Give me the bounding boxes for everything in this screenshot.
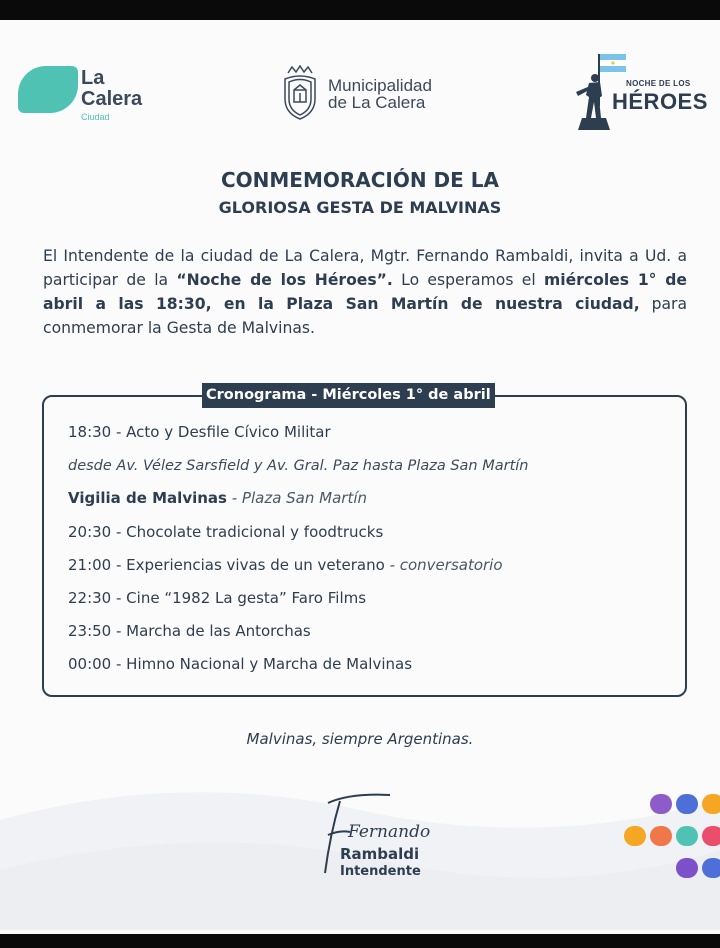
signature-script: Fernando: [348, 822, 431, 842]
schedule-item: [68, 588, 668, 621]
municipality-line2: de La Calera: [328, 93, 426, 112]
schedule-title: Cronograma - Miércoles 1° de abril: [202, 383, 495, 408]
schedule-list: [68, 422, 668, 688]
schedule-item-detail: - conversatorio: [384, 555, 503, 574]
schedule-item-main: Vigilia de Malvinas: [68, 489, 227, 508]
schedule-item-detail: - Plaza San Martín: [226, 489, 368, 508]
schedule-item-main: 00:00 - Himno Nacional y Marcha de Malvinas: [68, 655, 413, 674]
la-calera-logo-sub: Ciudad: [81, 112, 110, 122]
signer-role: Intendente: [340, 864, 421, 879]
la-calera-logo-name: La Calera: [81, 67, 143, 110]
noche-de-los-heroes-logo: [572, 34, 708, 134]
event-name: “Noche de los Héroes”.: [176, 271, 393, 289]
la-calera-logo-shape: [18, 66, 78, 113]
schedule-item: [68, 422, 668, 455]
page-title-line2: GLORIOSA GESTA DE MALVINAS: [218, 198, 502, 217]
schedule-item-main: 18:30 - Acto y Desfile Cívico Militar: [68, 423, 331, 441]
invitation-text: [43, 244, 687, 340]
municipal-seal-icon: [280, 65, 320, 121]
closing-text: Malvinas, siempre Argentinas.: [246, 730, 474, 748]
heroes-logo-big-text: HÉROES: [612, 89, 708, 114]
schedule-item-main: 23:50 - Marcha de las Antorchas: [68, 622, 311, 641]
schedule-item: [68, 555, 668, 588]
schedule-item: [68, 522, 668, 555]
schedule-item: [68, 455, 668, 488]
top-black-bar: [0, 0, 720, 20]
municipality-line1: Municipalidad: [328, 76, 432, 95]
heroes-logo-small-text: NOCHE DE LOS: [626, 79, 691, 88]
schedule-item: [68, 654, 668, 687]
schedule-item: [68, 621, 668, 654]
schedule-item-detail: desde Av. Vélez Sarsfield y Av. Gral. Paz hasta Plaza San Martín: [68, 458, 529, 475]
bottom-black-bar: [0, 934, 720, 948]
la-calera-logo: [18, 45, 168, 120]
schedule-item: [68, 488, 668, 521]
intro-part2: Lo esperamos el: [392, 271, 545, 289]
intro-part1: El Intendente de la ciudad de La Calera, Mgtr. Fernando Rambaldi, invita a Ud. a participar de la: [43, 247, 687, 289]
schedule-item-main: 21:00 - Experiencias vivas de un veterano: [68, 555, 385, 574]
intro-part3: para conmemorar la Gesta de Malvinas.: [43, 295, 687, 337]
signer-name: Rambaldi: [340, 845, 420, 863]
schedule-item-main: 20:30 - Chocolate tradicional y foodtrucks: [68, 522, 384, 541]
municipality-logo: [280, 65, 470, 125]
schedule-item-main: 22:30 - Cine “1982 La gesta” Faro Films: [68, 588, 367, 607]
municipality-name: [328, 77, 432, 111]
page-title-line1: CONMEMORACIÓN DE LA: [220, 168, 500, 192]
event-date-place: miércoles 1° de abril a las 18:30, en la Plaza San Martín de nuestra ciudad,: [43, 271, 687, 313]
colored-dots-logo: [620, 790, 720, 890]
